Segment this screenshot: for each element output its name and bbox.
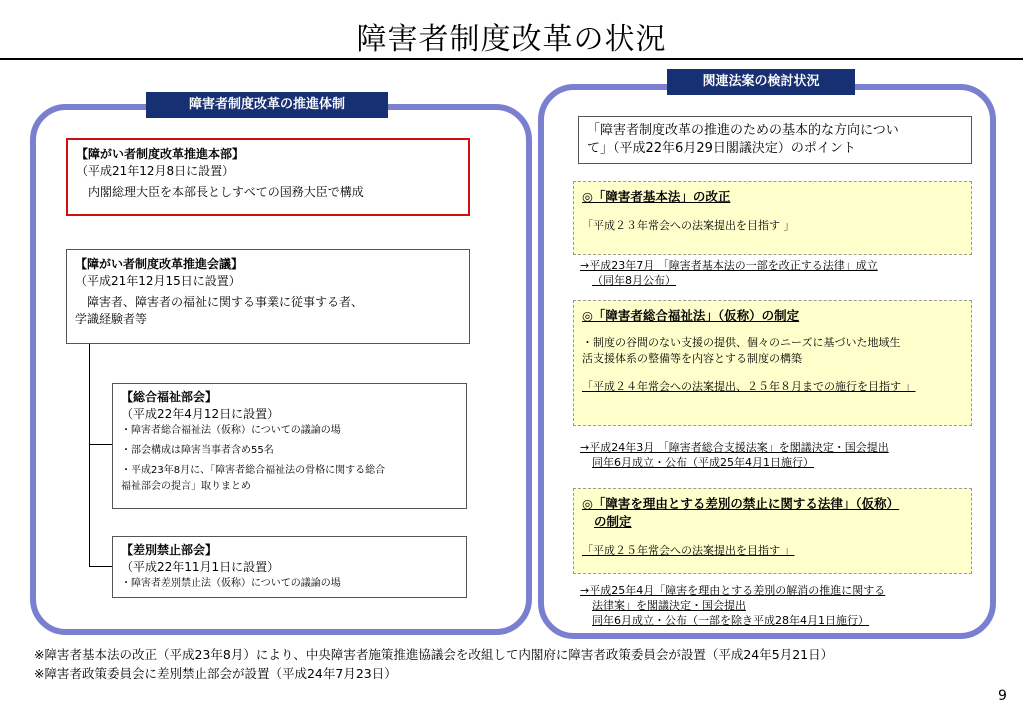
policy-line-1: 「障害者制度改革の推進のための基本的な方向につい: [587, 123, 899, 138]
kihonho-heading: ◎「障害者基本法」の改正: [582, 189, 731, 204]
page-number: 9: [998, 688, 1007, 704]
footnote-1: ※障害者基本法の改正（平成23年8月）により、中央障害者施策推進協議会を改組して内閣府に障害者政策委員会が設置（平成24年5月21日）: [34, 647, 834, 662]
honbu-date: （平成21年12月8日に設置）: [76, 164, 235, 178]
sabetsu-date: （平成22年11月1日に設置）: [121, 560, 280, 574]
kaigi-heading: 【障がい者制度改革推進会議】: [75, 257, 244, 271]
tree-connector-vertical: [89, 344, 90, 566]
sogo-fukushiho-result: [580, 440, 889, 470]
title-divider: [0, 58, 1023, 60]
sogo-bullet-3a: ・平成23年8月に、「障害者総合福祉法の骨格に関する総合: [121, 465, 386, 476]
sogo-bullet-2: ・部会構成は障害当事者含め55名: [121, 445, 274, 456]
sabetsu-ho-heading-1: ◎「障害を理由とする差別の禁止に関する法律」（仮称）: [582, 496, 900, 511]
honbu-desc: 内閣総理大臣を本部長としすべての国務大臣で構成: [88, 185, 364, 199]
kaigi-desc-2: 学識経験者等: [75, 312, 148, 326]
sabetsu-heading: 【差別禁止部会】: [121, 543, 218, 557]
sogo-box: [112, 383, 467, 509]
sogo-fukushiho-heading: ◎「障害者総合福祉法」（仮称）の制定: [582, 308, 800, 323]
sogo-fukushiho-body-1: ・制度の谷間のない支援の提供、個々のニーズに基づいた地域生: [582, 336, 901, 349]
sogo-fukushiho-aim: 「平成２４年常会への法案提出、２５年８月までの施行を目指す 」: [582, 380, 916, 393]
sabetsu-ho-result-line-1: →平成25年4月「障害を理由とする差別の解消の推進に関する: [580, 584, 886, 597]
sabetsu-ho-result-line-2: 法律案」を閣議決定・国会提出: [592, 599, 746, 612]
sogo-fukushiho-result-line-1: →平成24年3月 「障害者総合支援法案」を閣議決定・国会提出: [580, 441, 889, 454]
honbu-box: [66, 138, 470, 216]
left-panel-tab: 障害者制度改革の推進体制: [146, 92, 388, 118]
sabetsu-bullet-1: ・障害者差別禁止法（仮称）についての議論の場: [121, 578, 341, 589]
kaigi-date: （平成21年12月15日に設置）: [75, 274, 241, 288]
kihonho-result-line-1: →平成23年7月 「障害者基本法の一部を改正する法律」成立: [580, 259, 878, 272]
kihonho-box: [573, 181, 972, 255]
sogo-fukushiho-box: [573, 300, 972, 426]
sogo-fukushiho-result-line-2: 同年6月成立・公布（平成25年4月1日施行）: [592, 456, 814, 469]
sogo-heading: 【総合福祉部会】: [121, 390, 218, 404]
sabetsu-ho-result-line-3: 同年6月成立・公布（一部を除き平成28年4月1日施行）: [592, 614, 869, 627]
footnote-2: ※障害者政策委員会に差別禁止部会が設置（平成24年7月23日）: [34, 666, 397, 681]
kaigi-desc-1: 障害者、障害者の福祉に関する事業に従事する者、: [87, 295, 364, 309]
page-title: 障害者制度改革の状況: [356, 22, 667, 57]
tree-connector-sogo: [89, 444, 112, 445]
policy-line-2: て」（平成22年6月29日閣議決定）のポイント: [587, 141, 856, 156]
sabetsu-ho-heading-2: の制定: [594, 514, 632, 529]
honbu-heading: 【障がい者制度改革推進本部】: [76, 147, 245, 161]
sabetsu-ho-result: [580, 583, 885, 628]
sabetsu-ho-box: [573, 488, 972, 574]
sabetsu-ho-aim: 「平成２５年常会への法案提出を目指す 」: [582, 544, 795, 557]
sabetsu-box: [112, 536, 467, 598]
sogo-bullet-3b: 福祉部会の提言」取りまとめ: [121, 481, 251, 492]
kihonho-result-line-2: （同年8月公布）: [592, 274, 676, 287]
kaigi-box: [66, 249, 470, 344]
sogo-bullet-1: ・障害者総合福祉法（仮称）についての議論の場: [121, 425, 341, 436]
policy-box: [578, 116, 972, 164]
tree-connector-sabetsu: [89, 566, 112, 567]
sogo-fukushiho-body-2: 活支援体系の整備等を内容とする制度の構築: [582, 352, 802, 365]
kihonho-aim: 「平成２３年常会への法案提出を目指す 」: [582, 219, 795, 232]
right-panel-tab: 関連法案の検討状況: [667, 69, 855, 95]
kihonho-result: [580, 258, 878, 288]
sogo-date: （平成22年4月12日に設置）: [121, 407, 280, 421]
